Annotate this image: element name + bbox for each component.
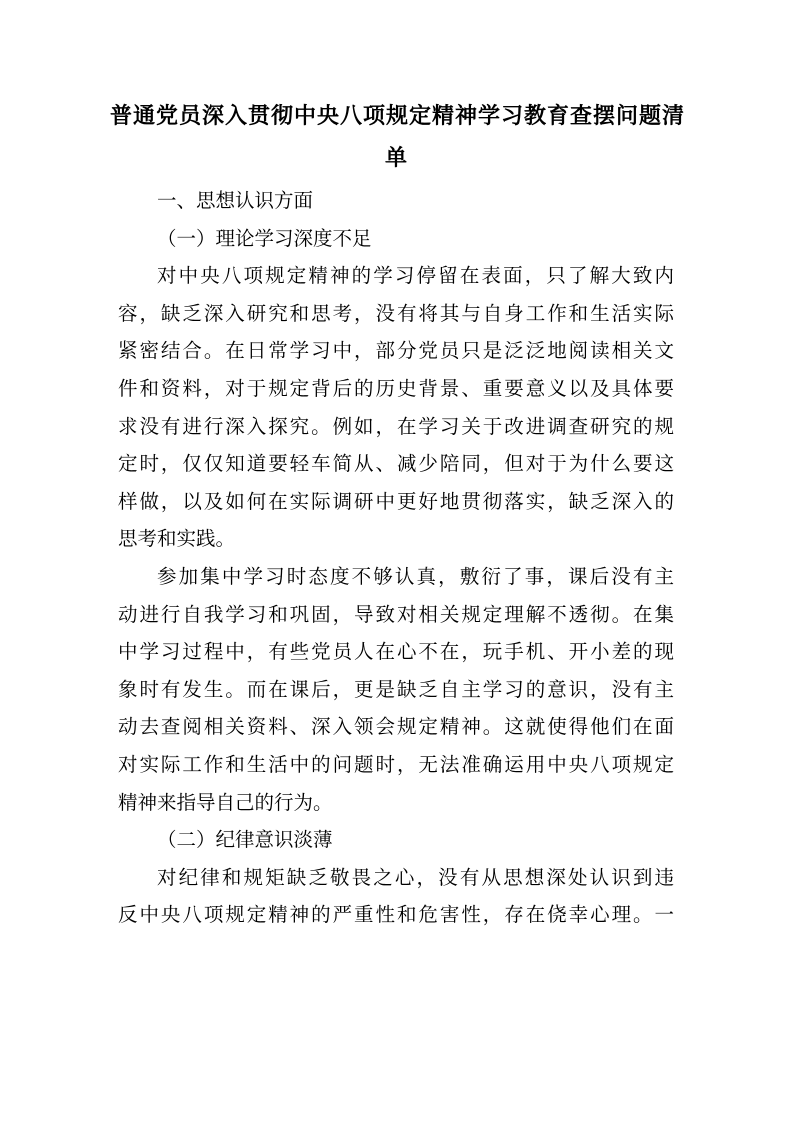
paragraph-line: 精神来指导自己的行为。 — [118, 790, 333, 814]
paragraph-line: 反中央八项规定精神的严重性和危害性，存在侥幸心理。一 — [118, 903, 674, 927]
paragraph-line: 中学习过程中，有些党员人在心不在，玩手机、开小差的现 — [118, 640, 674, 664]
paragraph-line: 参加集中学习时态度不够认真，敷衍了事，课后没有主 — [157, 564, 674, 588]
paragraph-1 — [118, 257, 674, 558]
paragraph-line: 求没有进行深入探究。例如，在学习关于改进调查研究的规 — [118, 414, 674, 438]
paragraph-line: 对纪律和规矩缺乏敬畏之心，没有从思想深处认识到违 — [157, 865, 674, 889]
paragraph-line: 件和资料，对于规定背后的历史背景、重要意义以及具体要 — [118, 376, 674, 400]
paragraph-line: 对实际工作和生活中的问题时，无法准确运用中央八项规定 — [118, 752, 674, 776]
subsection-heading-theory-study: （一）理论学习深度不足 — [157, 226, 372, 250]
paragraph-line: 对中央八项规定精神的学习停留在表面，只了解大致内 — [157, 264, 674, 288]
paragraph-2 — [118, 558, 674, 821]
paragraph-line: 思考和实践。 — [118, 527, 236, 551]
document-title-line-2: 单 — [384, 145, 408, 171]
paragraph-line: 样做，以及如何在实际调研中更好地贯彻落实，缺乏深入的 — [118, 489, 674, 513]
paragraph-line: 动去查阅相关资料、深入领会规定精神。这就使得他们在面 — [118, 715, 674, 739]
document-body — [118, 182, 674, 934]
paragraph-line: 象时有发生。而在课后，更是缺乏自主学习的意识，没有主 — [118, 677, 674, 701]
paragraph-line: 容，缺乏深入研究和思考，没有将其与自身工作和生活实际 — [118, 301, 674, 325]
section-heading-thinking: 一、思想认识方面 — [157, 189, 314, 212]
paragraph-line: 动进行自我学习和巩固，导致对相关规定理解不透彻。在集 — [118, 602, 674, 626]
paragraph-line: 紧密结合。在日常学习中，部分党员只是泛泛地阅读相关文 — [118, 339, 674, 363]
subsection-heading-discipline: （二）纪律意识淡薄 — [157, 828, 333, 852]
document-title-line-1: 普通党员深入贯彻中央八项规定精神学习教育查摆问题清 — [110, 103, 686, 129]
paragraph-3 — [118, 859, 674, 934]
paragraph-line: 定时，仅仅知道要轻车简从、减少陪同，但对于为什么要这 — [118, 452, 674, 476]
